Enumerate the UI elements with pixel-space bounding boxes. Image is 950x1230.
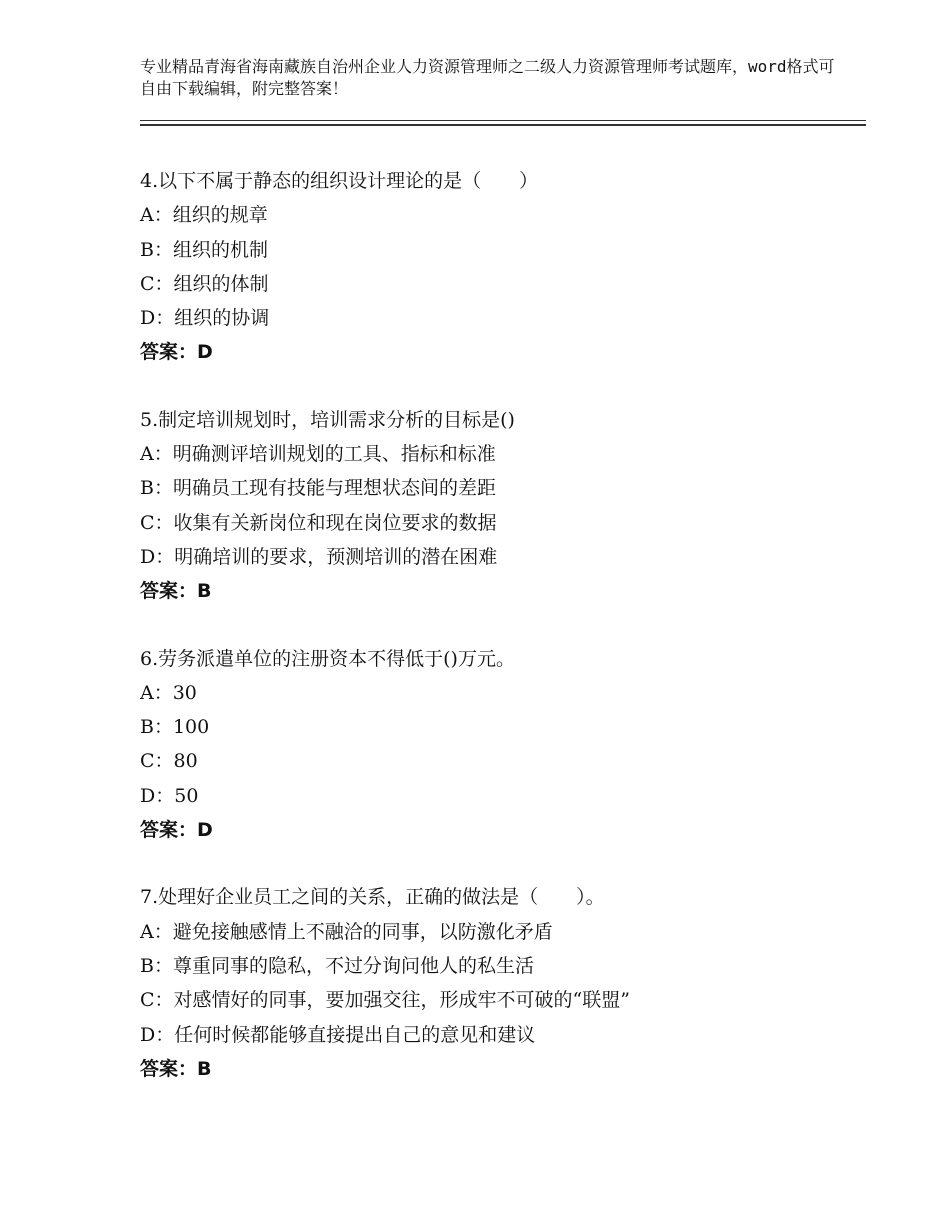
- option-d: D：明确培训的要求，预测培训的潜在困难: [140, 545, 498, 568]
- question-4: [140, 164, 860, 370]
- option-d: D：组织的协调: [140, 307, 270, 330]
- option-a: A：组织的规章: [140, 204, 268, 227]
- header-divider-bottom: [140, 124, 866, 126]
- option-b: B：明确员工现有技能与理想状态间的差距: [140, 477, 496, 500]
- option-b: B：100: [140, 716, 210, 739]
- option-a: A：明确测评培训规划的工具、指标和标准: [140, 443, 496, 466]
- answer: 答案：B: [140, 580, 212, 603]
- option-c: C：对感情好的同事，要加强交往，形成牢不可破的“联盟”: [140, 989, 630, 1012]
- question-5: [140, 403, 860, 609]
- option-c: C：收集有关新岗位和现在岗位要求的数据: [140, 511, 497, 534]
- answer: 答案：D: [140, 341, 213, 364]
- question-7: [140, 880, 860, 1086]
- question-title: 5.制定培训规划时，培训需求分析的目标是(): [140, 408, 515, 431]
- option-b: B：尊重同事的隐私，不过分询问他人的私生活: [140, 954, 534, 977]
- option-b: B：组织的机制: [140, 238, 268, 261]
- answer: 答案：B: [140, 1057, 212, 1080]
- option-d: D：任何时候都能够直接提出自己的意见和建议: [140, 1023, 536, 1046]
- option-a: A：30: [140, 681, 197, 704]
- question-title: 7.处理好企业员工之间的关系，正确的做法是（ ）。: [140, 886, 605, 909]
- question-title: 4.以下不属于静态的组织设计理论的是（ ）: [140, 170, 539, 192]
- question-6: [140, 642, 860, 848]
- option-d: D：50: [140, 784, 199, 807]
- header-divider-top: [140, 120, 866, 121]
- answer: 答案：D: [140, 819, 213, 842]
- question-title: 6.劳务派遣单位的注册资本不得低于()万元。: [140, 647, 515, 670]
- document-header: 专业精品青海省海南藏族自治州企业人力资源管理师之二级人力资源管理师考试题库，word格式可自由下载编辑，附完整答案！: [140, 57, 835, 98]
- question-list: [140, 164, 860, 1119]
- option-c: C：组织的体制: [140, 272, 269, 295]
- option-a: A：避免接触感情上不融洽的同事，以防激化矛盾: [140, 920, 553, 943]
- option-c: C：80: [140, 750, 198, 773]
